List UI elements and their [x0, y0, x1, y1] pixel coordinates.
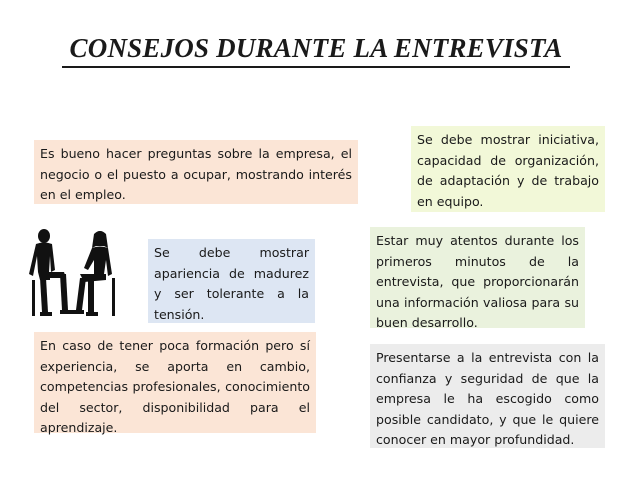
tip-box-iniciativa: Se debe mostrar iniciativa, capacidad de organización, de adaptación y de trabajo en equipo. — [411, 126, 605, 212]
interview-silhouette-icon — [24, 226, 122, 320]
tip-box-confianza: Presentarse a la entrevista con la confianza y seguridad de que la empresa le ha escogido como posible candidato, y que le quiere conocer en mayor profundidad. — [370, 344, 605, 448]
tip-box-atentos: Estar muy atentos durante los primeros minutos de la entrevista, que proporcionarán una información valiosa para su buen desarrollo. — [370, 227, 585, 328]
tip-box-preguntas: Es bueno hacer preguntas sobre la empresa, el negocio o el puesto a ocupar, mostrando interés en el empleo. — [34, 140, 358, 204]
tip-box-madurez: Se debe mostrar apariencia de madurez y ser tolerante a la tensión. — [148, 239, 315, 323]
page-title: CONSEJOS DURANTE LA ENTREVISTA — [69, 33, 563, 63]
tip-box-formacion: En caso de tener poca formación pero sí experiencia, se aporta en cambio, competencias profesionales, conocimiento del sector, disponibilidad para el aprendizaje. — [34, 332, 316, 433]
title-underline — [62, 66, 570, 68]
